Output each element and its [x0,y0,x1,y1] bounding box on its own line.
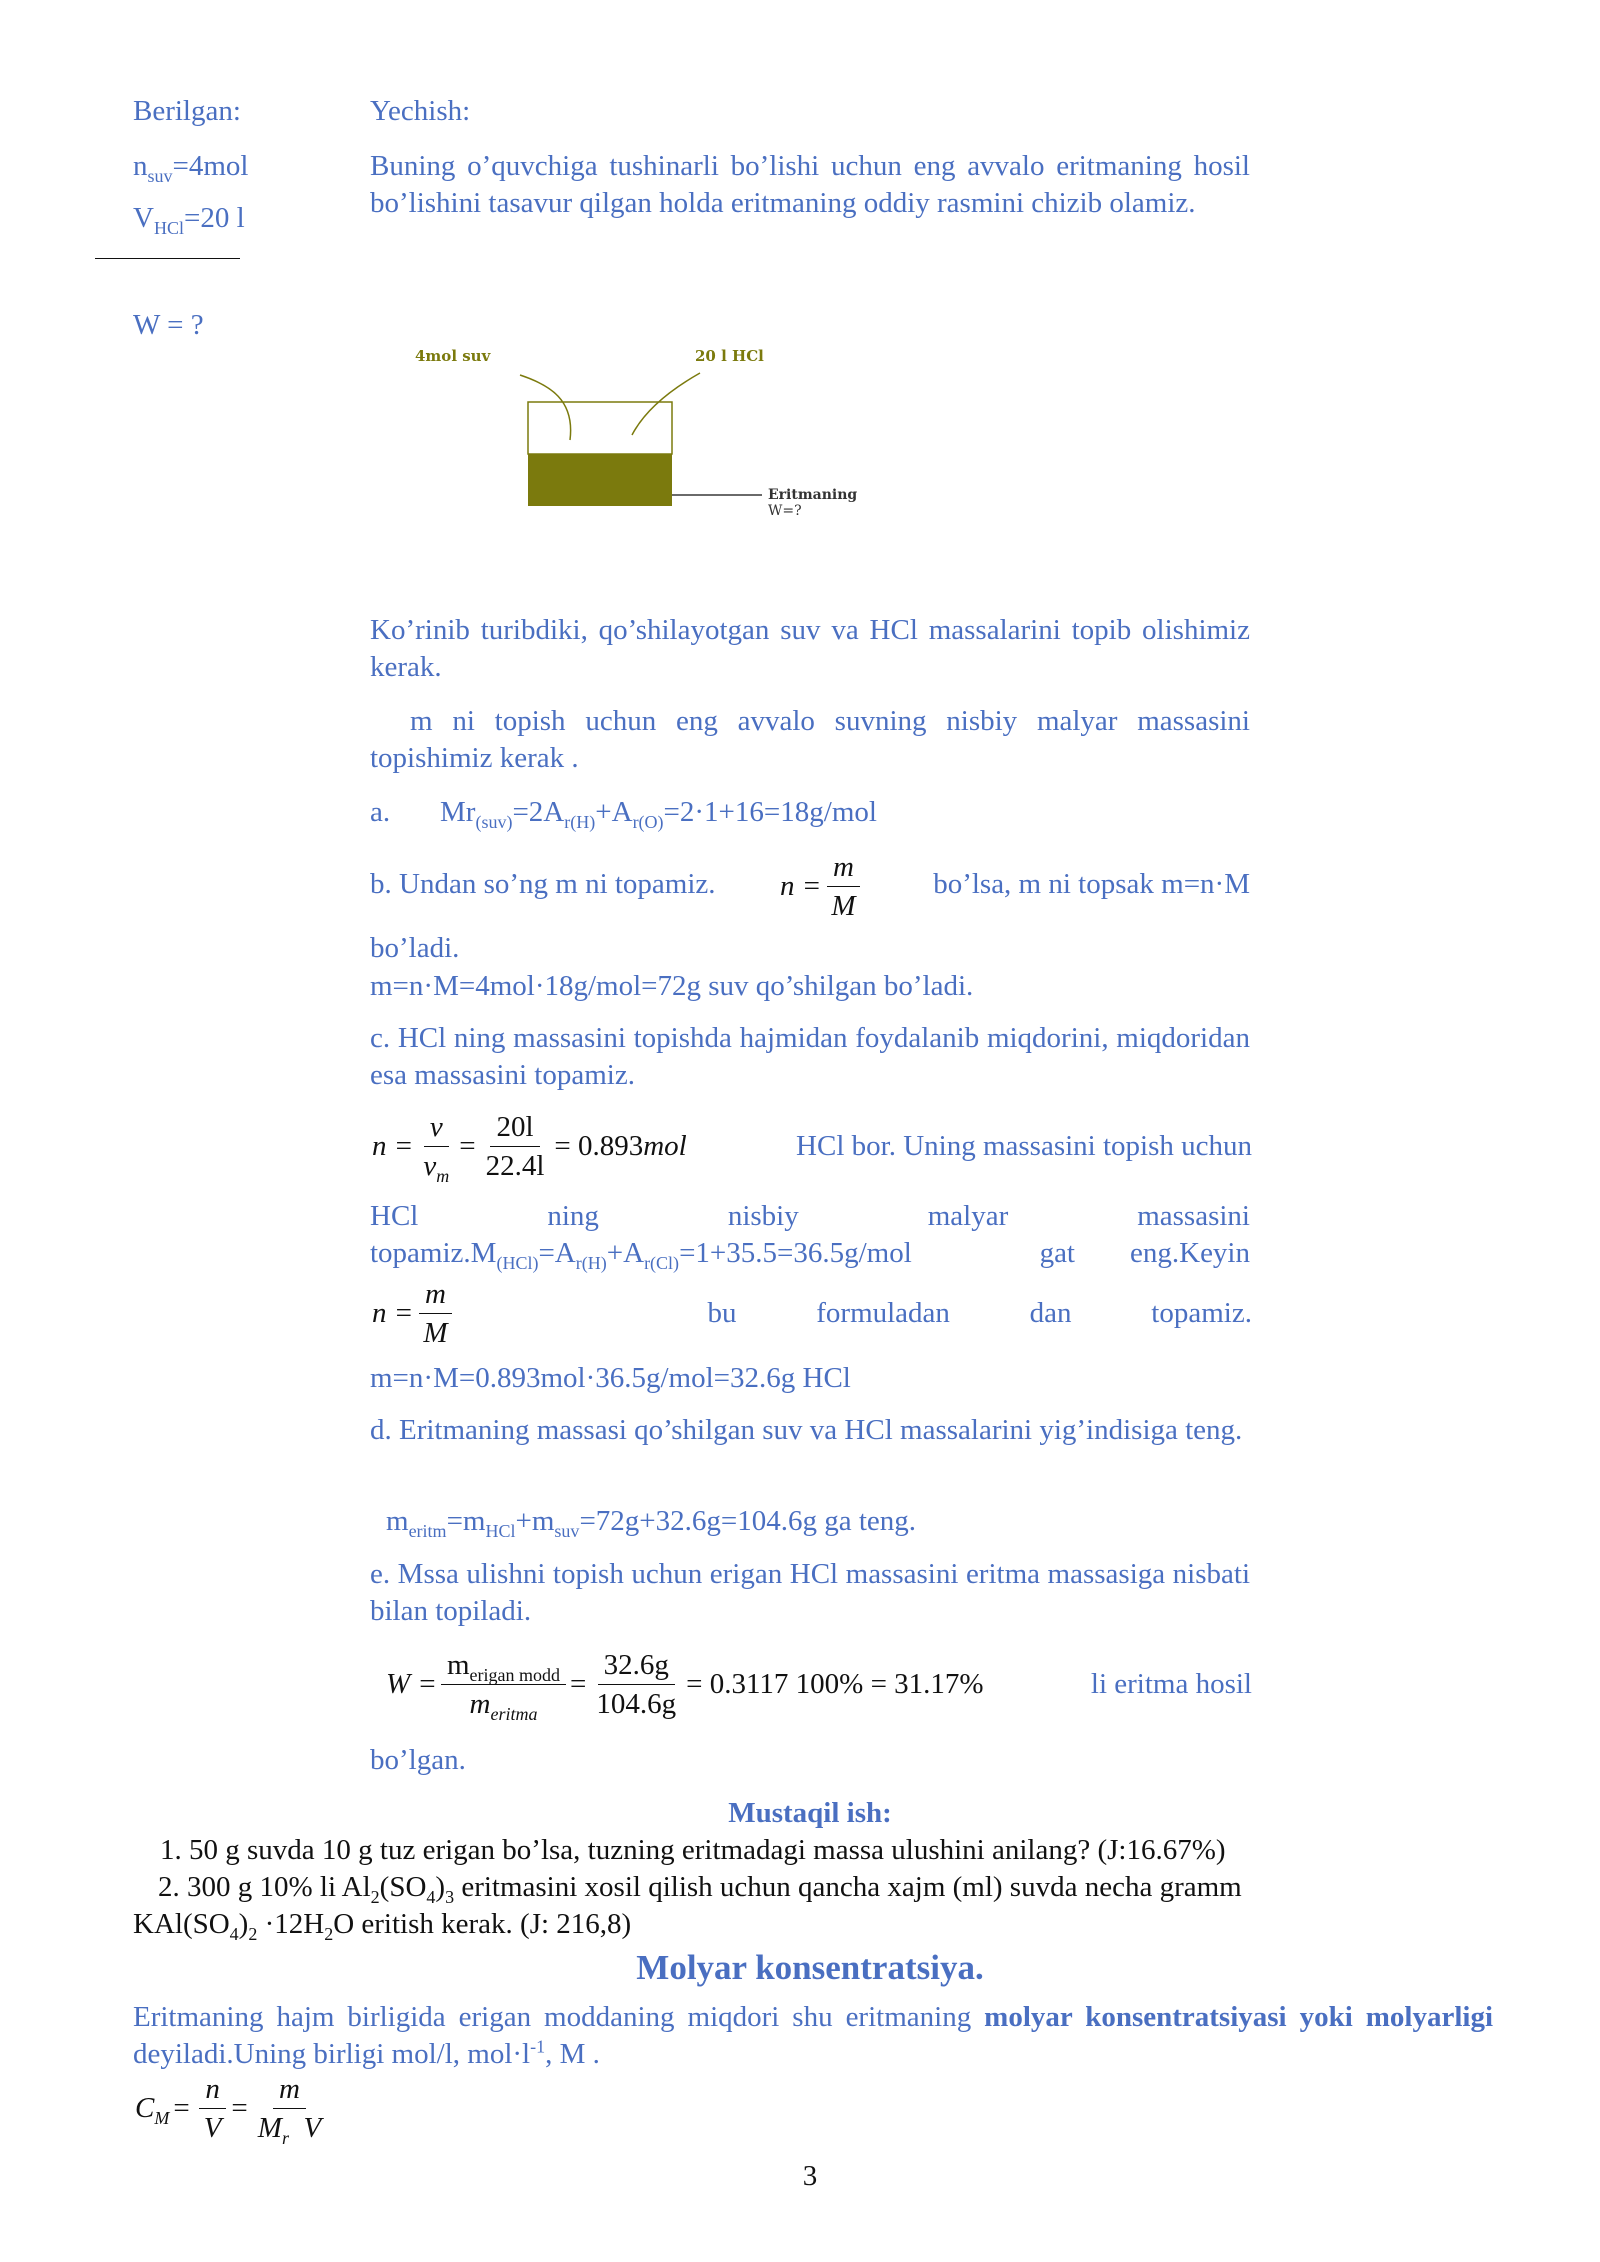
given-unknown: W = ? [133,309,204,341]
step-c-line3: $topamiz.M_{(HCl)}=A_{r(H)}+A_{r(Cl)}=1+35.5=36.5g$/mol gat eng.Keyin [370,1237,1250,1273]
step-a-letter: a. [370,796,391,828]
beaker-solution [528,454,672,506]
step-e-formula-row: W = $\frac{m_{erigan modd}}{m_{eritma}}$ = $\frac{32.6g}{104.6g}$ = 0.3117 100% = 31.17% li eritma hosil [386,1646,1252,1723]
step-b-suffix: bo’lsa, m ni topsak m=n·M [933,868,1250,900]
molar-formula: $C_M$ = $\frac{n}{V}$ = $\frac{m}{M_r V}$ [135,2070,331,2147]
independent-title: Mustaqil ish: [728,1797,892,1829]
step-c-text: c. HCl ning massasini topishda hajmidan foydalanib miqdorini, miqdoridan esa massasini topamiz. [370,1022,1250,1091]
page-number: 3 [802,2160,818,2192]
molar-definition: Eritmaning hajm birligida erigan moddaning miqdori shu eritmaning molyar konsentratsiyasi yoki molyarligi deyiladi.Uning birligi mol/l, $mol\cdot l^{-1}$, M . [133,2001,1494,2070]
solution-label: Yechish: [370,95,471,127]
step-d-formula: $m_{eritm}=m_{HCl}+m_{suv}=72g+32.6g=104.6g$ ga teng. [386,1505,917,1541]
step-b-formula: n = $\frac{m}{M}$ [780,848,866,925]
given-divider [95,258,240,259]
given-label: Berilgan: [133,95,241,127]
step-d-text: d. Eritmaning massasi qo’shilgan suv va HCl massalarini yig’indisiga teng. [370,1414,1243,1446]
molar-heading: Molyar konsentratsiya. [636,1948,984,1987]
diagram-water-label: 4mol suv [415,347,491,365]
step-molar-mass-intro: m ni topish uchun eng avvalo suvning nisbiy malyar massasini topishimiz kerak . [370,705,1250,774]
given-hcl-volume: $V_{HCl}=20$ l [133,202,245,238]
independent-item-2: 2. 300 g 10% li $Al_2(SO_4)_3$ eritmasini xosil qilish uchun qancha xajm (ml) suvda necha gramm [158,1871,1242,1907]
solution-intro: Buning o’quvchiga tushinarli bo’lishi uchun eng avvalo eritmaning hosil bo’lishini tasavur qilgan holda eritmaning oddiy rasmini chizib olamiz. [370,150,1250,219]
step-c-final: m=n·M=0.893mol·36.5g/mol=32.6g HCl [370,1362,851,1394]
step-c-formula2-row: n = $\frac{m}{M}$ bu formuladan dan topamiz. [372,1275,1252,1352]
independent-item-1: 1. 50 g suvda 10 g tuz erigan bo’lsa, tuzning eritmadagi massa ulushini anilang? (J:16.67%) [160,1834,1226,1866]
diagram-hcl-label: 20 l HCl [695,347,764,365]
step-e-line2: bo’lgan. [370,1744,466,1776]
step-e-text: e. Mssa ulishni topish uchun erigan HCl massasini eritma massasiga nisbati bilan topiladi. [370,1558,1250,1627]
given-water: $n_{suv}=4mol$ [133,150,249,186]
step-b-line2: bo’ladi. [370,932,460,964]
step-b-line3: m=n·M=4mol·18g/mol=72g suv qo’shilgan bo’ladi. [370,970,974,1002]
step-c-line2: HCl ning nisbiy malyar massasini [370,1200,1250,1232]
step-b-prefix: b. Undan so’ng m ni topamiz. [370,868,716,900]
diagram-solution-label: Eritmaning [768,487,858,503]
independent-item-2-line2: $KAl(SO_4)_2 \cdot 12H_2O$ eritish kerak. (J: 216,8) [133,1908,632,1944]
step-c-formula-row: n = $\frac{v}{v_m}$ = $\frac{20l}{22.4l}$ = 0.893 mol HCl bor. Uning massasini topish uchun [372,1108,1252,1185]
step-intro: Ko’rinib turibdiki, qo’shilayotgan suv va HCl massalarini topib olishimiz kerak. [370,614,1250,683]
diagram-solution-w: W=? [768,503,802,519]
hcl-arrow-curve [632,373,700,435]
step-a-formula: $Mr_{(suv)}=2A_{r(H)}+A_{r(O)}=2\cdot 1+16=18g$/mol [440,796,877,832]
beaker-diagram [400,335,900,535]
